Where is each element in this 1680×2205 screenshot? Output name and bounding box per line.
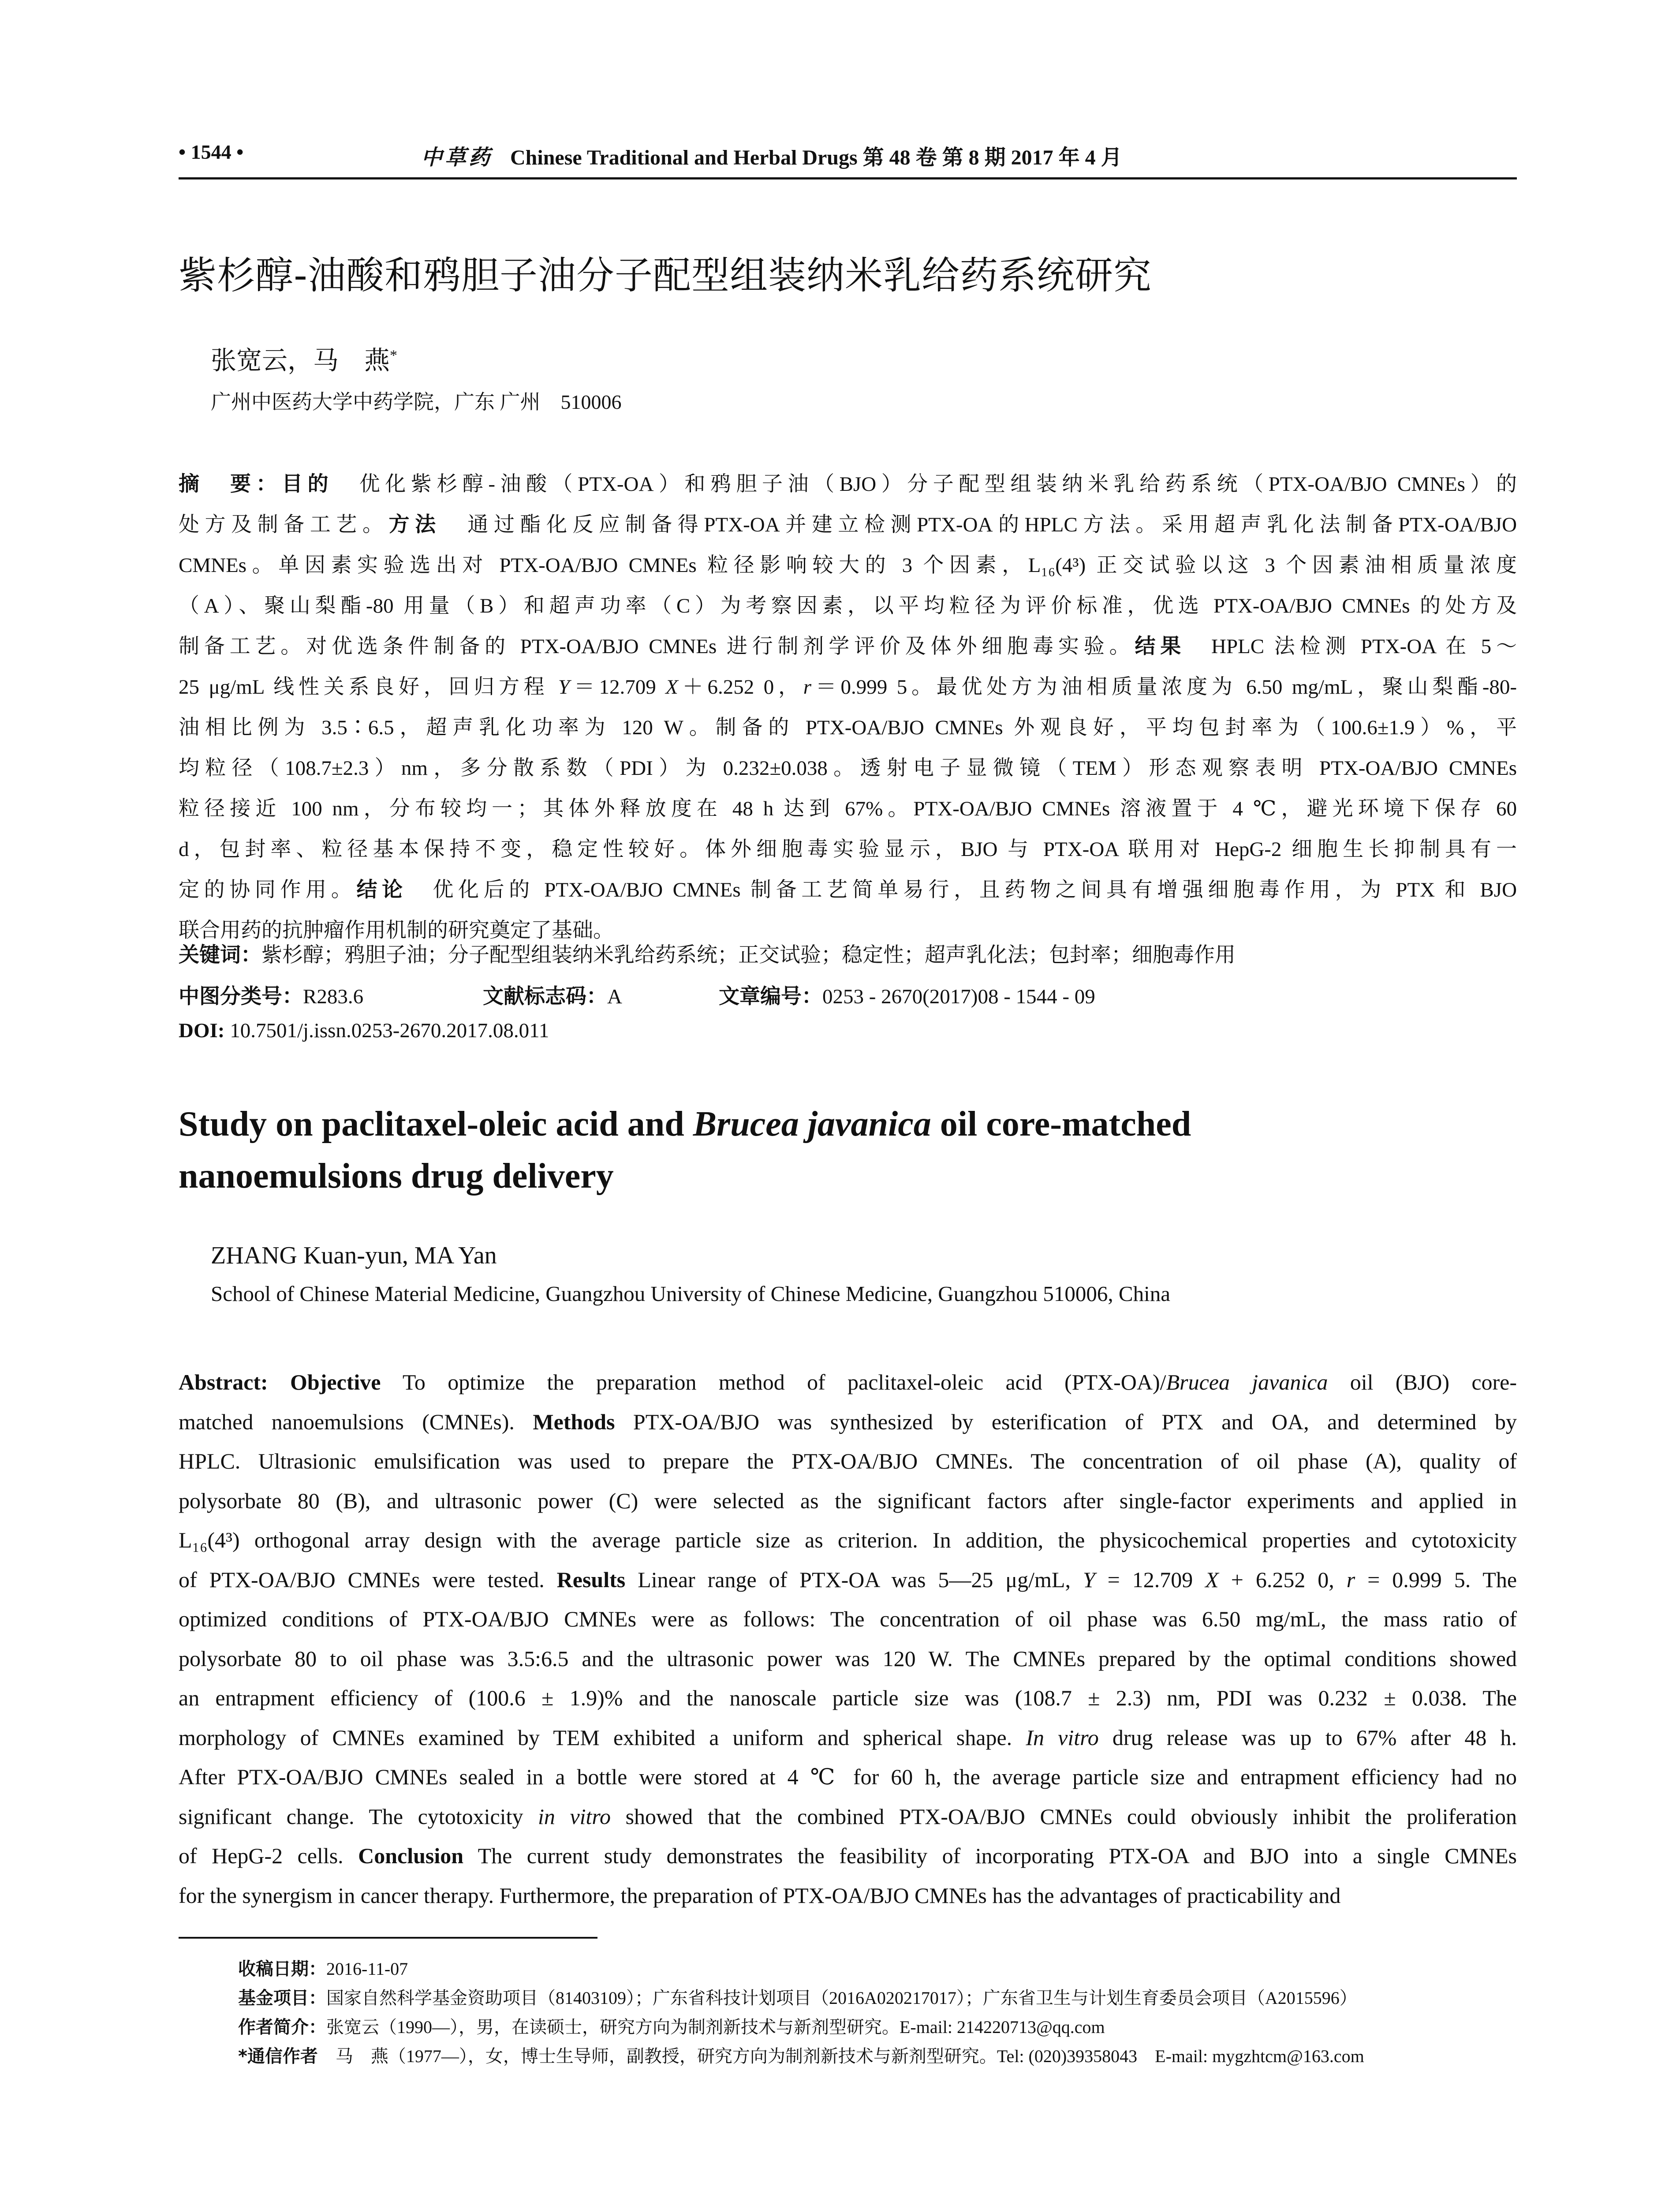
abstract-text: polysorbate 80 to oil phase was 3.5:6.5 and the ultrasonic power was 120 W. The CMNEs prepared by the optimal conditions showed: [179, 1646, 1517, 1671]
abstract-text: d，包封率、粒径基本保持不变，稳定性较好。体外细胞毒实验显示，BJO 与 PTX-OA 联用对 HepG-2 细胞生长抑制具有一: [179, 838, 1517, 861]
abstract-text: 通过酯化反应制备得PTX-OA并建立检测PTX-OA的HPLC方法。采用超声乳化法制备PTX-OA/BJO: [441, 513, 1517, 536]
abstract-text: r: [803, 676, 812, 699]
abstract-text: CMNEs。单因素实验选出对 PTX-OA/BJO CMNEs 粒径影响较大的 3 个因素，L₁₆(4³) 正交试验以这 3 个因素油相质量浓度: [179, 554, 1517, 577]
abstract-text: significant change. The cytotoxicity: [179, 1804, 538, 1829]
abstract-text: Linear range of PTX-OA was 5—25 μg/mL,: [625, 1567, 1083, 1592]
abstract-text: L₁₆(4³) orthogonal array design with the average particle size as criterion. In addition, the physicochemical properties and cytotoxicity: [179, 1528, 1517, 1552]
en-title-part: oil core-matched: [931, 1105, 1191, 1144]
abstract-text: 处方及制备工艺。: [179, 513, 389, 536]
abstract-text: 联合用药的抗肿瘤作用机制的研究奠定了基础。: [179, 919, 614, 942]
abstract-line: [179, 1718, 1517, 1758]
abstract-heading: Conclusion: [358, 1843, 464, 1868]
article-no-label: 文章编号：: [719, 984, 822, 1009]
abstract-text: ＝12.709: [570, 676, 666, 699]
abstract-text: drug release was up to 67% after 48 h.: [1098, 1725, 1517, 1750]
abstract-text: of PTX-OA/BJO CMNEs were tested.: [179, 1567, 557, 1592]
footnote-label: 作者简介：: [238, 2017, 326, 2037]
abstract-line: [179, 545, 1517, 586]
footnote: [238, 2013, 1517, 2042]
cn-classification: [179, 980, 1517, 1015]
footnote-text: 2016-11-07: [326, 1959, 408, 1979]
abstract-line: [179, 748, 1517, 789]
abstract-line: [179, 586, 1517, 626]
running-header: [179, 140, 1517, 176]
abstract-text: 油相比例为 3.5∶6.5，超声乳化功率为 120 W。制备的 PTX-OA/BJO CMNEs 外观良好，平均包封率为（100.6±1.9）%，平: [179, 716, 1517, 739]
abstract-text: = 12.709: [1095, 1567, 1206, 1592]
abstract-line: [179, 789, 1517, 829]
abstract-text: optimized conditions of PTX-OA/BJO CMNEs were as follows: The concentration of oil phase was 6.50 mg/mL, the mass ratio of: [179, 1607, 1517, 1631]
doc-code-label: 文献标志码：: [483, 984, 607, 1009]
abstract-text: matched nanoemulsions (CMNEs).: [179, 1409, 533, 1434]
abstract-text: of HepG-2 cells.: [179, 1843, 358, 1868]
abstract-line: [179, 667, 1517, 707]
abstract-text: Y: [558, 676, 570, 699]
cn-keywords-label: 关键词：: [179, 943, 261, 967]
abstract-text: X: [1205, 1567, 1219, 1592]
abstract-text: The current study demonstrates the feasibility of incorporating PTX-OA and BJO into a single CMNEs: [463, 1843, 1517, 1868]
footnote-text: 张宽云（1990—），男，在读硕士，研究方向为制剂新技术与新剂型研究。E-mail: 214220713@qq.com: [326, 2017, 1105, 2037]
abstract-line: [179, 870, 1517, 910]
clc-group: [179, 980, 363, 1009]
abstract-heading: Abstract: Objective: [179, 1370, 381, 1394]
abstract-line: [179, 1481, 1517, 1521]
abstract-line: [179, 1521, 1517, 1560]
abstract-text: = 0.999 5. The: [1355, 1567, 1517, 1592]
footnote: [238, 2042, 1517, 2071]
cn-keywords: [179, 938, 1236, 968]
header-rule: [179, 177, 1517, 179]
abstract-line: [179, 1402, 1517, 1442]
article-no-group: [719, 980, 1095, 1009]
cn-keywords-text: 紫杉醇；鸦胆子油；分子配型组装纳米乳给药系统；正交试验；稳定性；超声乳化法；包封率；细胞毒作用: [261, 944, 1236, 967]
abstract-text: PTX-OA/BJO was synthesized by esterification of PTX and OA, and determined by: [615, 1409, 1517, 1434]
abstract-heading: Methods: [533, 1409, 615, 1434]
abstract-text: in vitro: [538, 1804, 611, 1829]
cn-abstract: [179, 464, 1517, 951]
cn-affiliation: 广州中医药大学中药学院，广东 广州 510006: [211, 391, 622, 413]
abstract-text: HPLC 法检测 PTX-OA 在 5～: [1186, 635, 1517, 658]
abstract-line: [179, 1797, 1517, 1837]
abstract-text: 定的协同作用。: [179, 878, 357, 901]
abstract-text: ＋6.252 0，: [678, 676, 803, 699]
en-title-italic: Brucea javanica: [693, 1105, 931, 1144]
en-title: [179, 1098, 1517, 1202]
en-title-line-2: nanoemulsions drug delivery: [179, 1157, 614, 1196]
abstract-text: Brucea javanica: [1166, 1370, 1328, 1394]
cn-title: 紫杉醇-油酸和鸦胆子油分子配型组装纳米乳给药系统研究: [179, 254, 1152, 298]
footnotes: [238, 1955, 1517, 2071]
footnote-label: 基金项目：: [238, 1988, 326, 2008]
footnote-label: 收稿日期：: [238, 1959, 326, 1979]
footnote-rule: [179, 1937, 597, 1939]
abstract-text: an entrapment efficiency of (100.6 ± 1.9)% and the nanoscale particle size was (108.7 ± 2.3) nm, PDI was 0.232 ± 0.038. The: [179, 1686, 1517, 1710]
footnote-text: 马 燕（1977—），女，博士生导师，副教授，研究方向为制剂新技术与新剂型研究。Tel: (020)39358043 E-mail: mygzhtcm@163.com: [317, 2046, 1364, 2066]
abstract-text: （A）、聚山梨酯-80 用量（B）和超声功率（C）为考察因素，以平均粒径为评价标准，优选 PTX-OA/BJO CMNEs 的处方及: [179, 594, 1517, 617]
footnote: [238, 1984, 1517, 2013]
abstract-heading: Results: [556, 1567, 626, 1592]
doi-label: DOI:: [179, 1019, 225, 1042]
doi: [179, 1019, 549, 1043]
abstract-line: [179, 1876, 1517, 1916]
abstract-text: 制备工艺。对优选条件制备的 PTX-OA/BJO CMNEs 进行制剂学评价及体外细胞毒实验。: [179, 635, 1135, 658]
abstract-heading: 方法: [388, 512, 441, 537]
abstract-text: showed that the combined PTX-OA/BJO CMNEs could obviously inhibit the proliferation: [611, 1804, 1517, 1829]
abstract-line: [179, 1678, 1517, 1718]
cn-author-names: 张宽云，马 燕: [211, 346, 390, 375]
en-title-part: Study on paclitaxel-oleic acid and: [179, 1105, 693, 1144]
abstract-line: [179, 1757, 1517, 1797]
abstract-line: [179, 1363, 1517, 1402]
abstract-text: 优化紫杉醇-油酸（PTX-OA）和鸦胆子油（BJO）分子配型组装纳米乳给药系统（PTX-OA/BJO CMNEs）的: [333, 473, 1517, 496]
abstract-line: [179, 1639, 1517, 1679]
journal-logo: 中草药: [421, 145, 493, 170]
abstract-text: HPLC. Ultrasionic emulsification was used to prepare the PTX-OA/BJO CMNEs. The concentration of oil phase (A), quality of: [179, 1449, 1517, 1473]
clc-label: 中图分类号：: [179, 984, 303, 1009]
abstract-text: Y: [1083, 1567, 1095, 1592]
abstract-text: X: [665, 676, 679, 699]
abstract-line: [179, 707, 1517, 748]
abstract-text: 优化后的 PTX-OA/BJO CMNEs 制备工艺简单易行，且药物之间具有增强细胞毒作用，为 PTX 和 BJO: [407, 878, 1517, 901]
abstract-heading: 结论: [356, 878, 407, 902]
en-authors: ZHANG Kuan-yun, MA Yan: [211, 1242, 497, 1269]
journal-issue: Chinese Traditional and Herbal Drugs 第 48 卷 第 8 期 2017 年 4 月: [510, 146, 1122, 169]
abstract-text: for the synergism in cancer therapy. Furthermore, the preparation of PTX-OA/BJO CMNEs has the advantages of practicability and: [179, 1883, 1341, 1908]
doi-value: 10.7501/j.issn.0253-2670.2017.08.011: [230, 1019, 549, 1042]
abstract-heading: 结果: [1135, 634, 1186, 658]
abstract-line: [179, 829, 1517, 870]
abstract-text: 25 μg/mL 线性关系良好，回归方程: [179, 676, 558, 699]
abstract-line: [179, 1560, 1517, 1600]
abstract-heading: 摘 要：目的: [179, 472, 334, 496]
abstract-text: morphology of CMNEs examined by TEM exhibited a uniform and spherical shape.: [179, 1725, 1026, 1750]
journal-info: [421, 140, 1122, 171]
clc-value: R283.6: [303, 985, 364, 1008]
abstract-text: r: [1346, 1567, 1355, 1592]
en-affiliation: School of Chinese Material Medicine, Guangzhou University of Chinese Medicine, Guangzhou 510006, China: [211, 1282, 1170, 1306]
abstract-line: [179, 464, 1517, 505]
abstract-text: polysorbate 80 (B), and ultrasonic power (C) were selected as the significant factors after single-factor experiments and applied in: [179, 1488, 1517, 1513]
doc-code-value: A: [607, 985, 622, 1008]
abstract-text: oil (BJO) core-: [1328, 1370, 1517, 1394]
page-number: • 1544 •: [179, 141, 244, 163]
abstract-text: After PTX-OA/BJO CMNEs sealed in a bottle were stored at 4 ℃ for 60 h, the average particle size and entrapment efficiency had no: [179, 1764, 1517, 1789]
footnote-text: 国家自然科学基金资助项目（81403109）；广东省科技计划项目（2016A020217017）；广东省卫生与计划生育委员会项目（A2015596）: [326, 1988, 1357, 2008]
abstract-text: ＝0.999 5。最优处方为油相质量浓度为 6.50 mg/mL，聚山梨酯-80-: [811, 676, 1517, 699]
abstract-line: [179, 1600, 1517, 1639]
corresponding-mark: *: [390, 347, 398, 364]
en-title-line-1: [179, 1098, 1517, 1150]
abstract-text: 粒径接近 100 nm，分布较均一；其体外释放度在 48 h 达到 67%。PTX-OA/BJO CMNEs 溶液置于 4 ℃，避光环境下保存 60: [179, 797, 1517, 820]
footnote-label: *通信作者: [238, 2046, 318, 2067]
abstract-line: [179, 626, 1517, 667]
cn-authors: [211, 340, 397, 377]
abstract-line: [179, 1442, 1517, 1481]
abstract-text: In vitro: [1026, 1725, 1099, 1750]
abstract-text: + 6.252 0,: [1218, 1567, 1347, 1592]
article-no-value: 0253 - 2670(2017)08 - 1544 - 09: [822, 985, 1095, 1008]
en-abstract: [179, 1363, 1517, 1915]
footnote: [238, 1955, 1517, 1984]
abstract-text: 均粒径（108.7±2.3）nm，多分散系数（PDI）为 0.232±0.038。透射电子显微镜（TEM）形态观察表明 PTX-OA/BJO CMNEs: [179, 757, 1517, 780]
abstract-line: [179, 1836, 1517, 1876]
abstract-text: To optimize the preparation method of paclitaxel-oleic acid (PTX-OA)/: [381, 1370, 1166, 1394]
abstract-line: [179, 505, 1517, 545]
doc-code-group: [483, 980, 622, 1009]
